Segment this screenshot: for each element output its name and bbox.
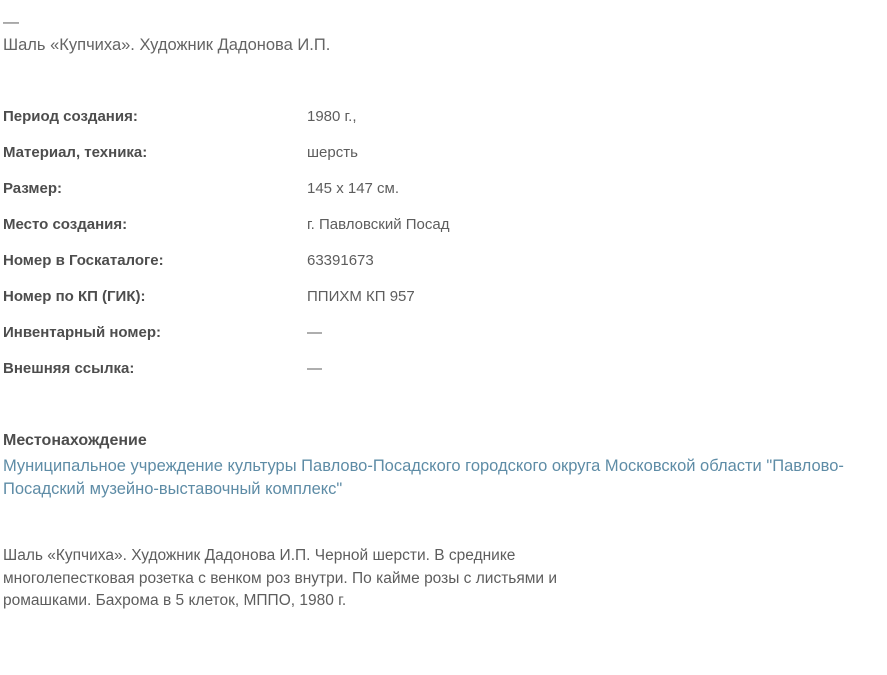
detail-label: Внешняя ссылка: — [3, 360, 135, 377]
table-row — [3, 287, 884, 323]
detail-value: — — [307, 324, 322, 341]
details-table — [3, 107, 884, 395]
table-row — [3, 107, 884, 143]
detail-label: Номер в Госкаталоге: — [3, 252, 164, 269]
table-row — [3, 359, 884, 395]
detail-label: Место создания: — [3, 216, 128, 233]
table-row — [3, 179, 884, 215]
detail-value: г. Павловский Посад — [307, 216, 450, 233]
top-dash: — — [3, 14, 19, 31]
detail-label: Инвентарный номер: — [3, 324, 161, 341]
table-row — [3, 215, 884, 251]
page-title: Шаль «Купчиха». Художник Дадонова И.П. — [3, 36, 331, 54]
table-row — [3, 143, 884, 179]
description-paragraph: Шаль «Купчиха». Художник Дадонова И.П. Черной шерсти. В среднике многолепестковая розетка с венком роз внутри. По кайме розы с листьями и ромашками. Бахрома в 5 клеток, МППО, 1980 г. — [3, 547, 558, 609]
detail-label: Номер по КП (ГИК): — [3, 288, 146, 305]
detail-label: Материал, техника: — [3, 144, 148, 161]
detail-value: 1980 г., — [307, 108, 357, 125]
detail-value: 145 x 147 см. — [307, 180, 400, 197]
detail-value: ППИХМ КП 957 — [307, 288, 415, 305]
detail-label: Период создания: — [3, 108, 138, 125]
location-link[interactable]: Муниципальное учреждение культуры Павлово-Посадского городского округа Московской области "Павлово-Посадский музейно-выставочный комплекс" — [3, 457, 844, 498]
detail-value: шерсть — [307, 144, 358, 161]
detail-value: 63391673 — [307, 252, 374, 269]
detail-value: — — [307, 360, 322, 377]
detail-label: Размер: — [3, 180, 63, 197]
table-row — [3, 323, 884, 359]
table-row — [3, 251, 884, 287]
location-heading: Местонахождение — [3, 432, 147, 449]
